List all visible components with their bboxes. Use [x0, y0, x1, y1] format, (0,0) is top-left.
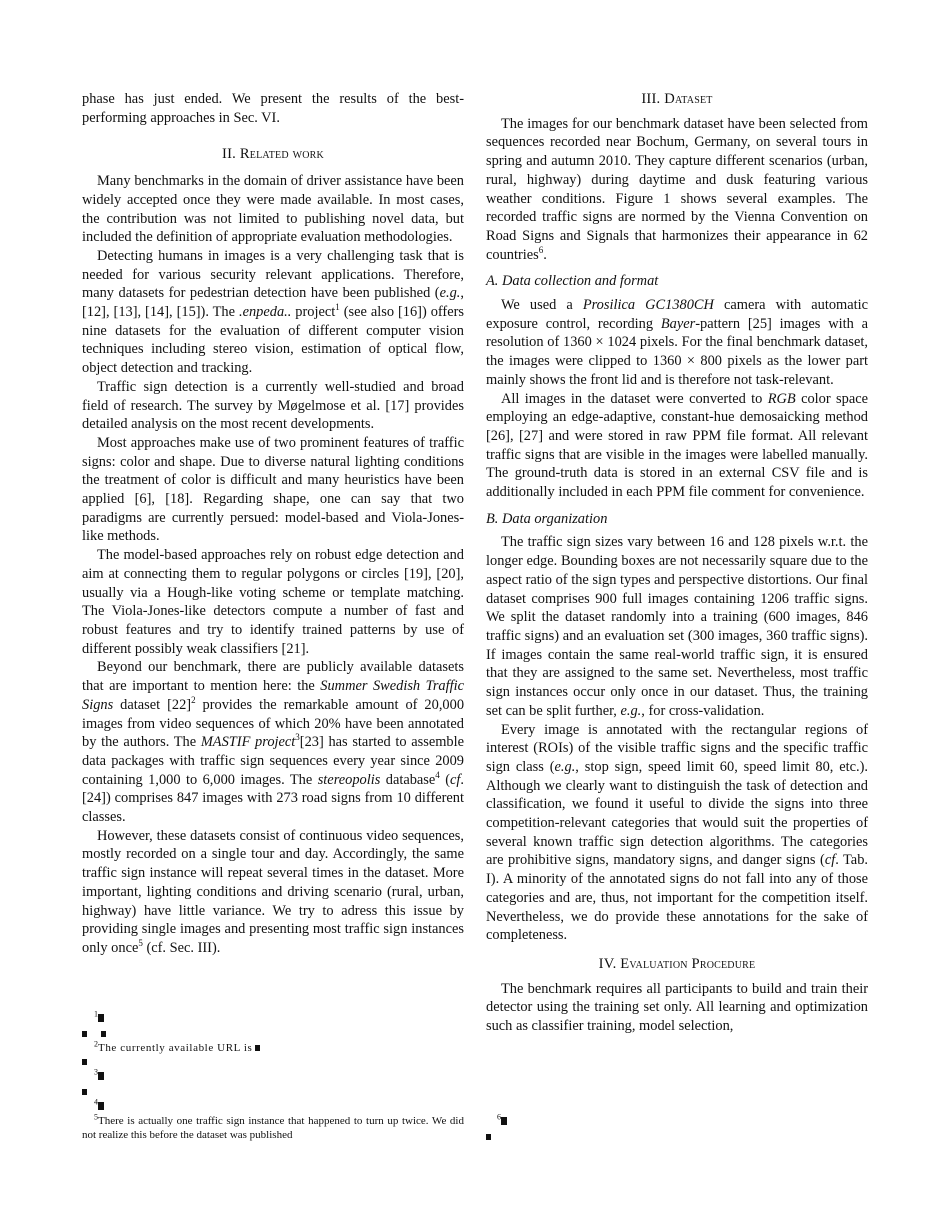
footnote-6: 6: [497, 1114, 507, 1128]
footnote-ref-6: 6: [538, 244, 544, 255]
intro-tail-paragraph: phase has just ended. We present the results of the best-performing approaches in Sec. VI.: [82, 91, 464, 126]
section-title: Evaluation Procedure: [620, 955, 756, 972]
section-heading-related-work: [82, 145, 464, 164]
paragraph-approaches: Most approaches make use of two prominent features of traffic signs: color and shape. Due to diverse natural lighting conditions the treatment of color is difficult and many heuristics have been applied [6], [18]. Regarding shape, one can say that two paradigms are currently persued: model-based and Viola-Jones-like methods.: [82, 434, 464, 545]
footnote-5: $^5$There is actually one traffic sign instance that happened to turn up twice. We did not realize this before the dataset was published: [82, 1112, 464, 1141]
footnote-2: $^2$The currently available URL is: [94, 1041, 260, 1055]
footnote-1: 1: [94, 1011, 104, 1025]
paragraph-benchmarks: Many benchmarks in the domain of driver assistance have been widely accepted once they were made available. In most cases, the contribution was not limited to publishing novel data, but included the definition of appropriate evaluation methodologies.: [82, 173, 464, 246]
paragraph-traffic-sign-detection: Traffic sign detection is a currently well-studied and broad field of research. The survey by Møgelmose et al. [17] provides detailed analysis on the most recent developments.: [82, 378, 464, 433]
redacted-url-mark: [501, 1117, 507, 1125]
section-heading-evaluation: [486, 955, 868, 974]
paragraph-annotation: Every image is annotated with the rectangular regions of interest (ROIs) of the visible traffic signs and the specific traffic sign class (e.g., stop sign, speed limit 60, speed limit 80, etc.). Although we clearly want to distinguish the task of detection and classification, we found it useful to divide the signs into three competition-relevant categories that would suit the properties of several known traffic sign detection algorithms. The categories are prohibitive signs, mandatory signs, and danger signs (cf. Tab. I). A minority of the annotated signs do not fall into any of those categories and are, thus, not important for the competition itself. Nevertheless, we do provide these annotations for the sake of completeness.: [486, 721, 868, 944]
redacted-url-mark: [98, 1072, 104, 1080]
footnote-6-cont: [486, 1130, 491, 1144]
footnote-ref-3: 3: [295, 732, 300, 743]
paragraph-sign-sizes: The traffic sign sizes vary between 16 and 128 pixels w.r.t. the longer edge. Bounding boxes are not necessarily square due to the aspect ratio of the sign types and perspective distortions. Our final dataset comprises 900 full images containing 1206 traffic signs. We split the dataset randomly into a training (600 images, 846 traffic signs) and an evaluation set (300 images, 360 traffic signs). If images contain the same real-world traffic sign, it is ensured that they are assigned to the same set. Nevertheless, most traffic sign instances occur only once in our dataset. Thus, the training set can be split further, e.g., for cross-validation.: [486, 534, 868, 719]
subsection-heading-data-collection: A. Data collection and format: [486, 273, 659, 290]
right-column: [486, 90, 868, 1036]
footnote-ref-4: 4: [435, 769, 440, 780]
section-title: Related work: [239, 146, 324, 163]
section-number: III.: [641, 91, 661, 107]
footnote-ref-2: 2: [191, 695, 196, 705]
paragraph-benchmark-requirements: The benchmark requires all participants to build and train their detector using the training set only. All learning and optimization such as classifier training, model selection,: [486, 980, 868, 1035]
footnote-3-cont: [82, 1085, 87, 1099]
footnote-2-cont: [82, 1055, 87, 1069]
footnote-4: 4: [94, 1099, 104, 1113]
paragraph-camera: We used a Prosilica GC1380CH camera with automatic exposure control, recording Bayer-pattern [25] images with a resolution of 1360 × 1024 pixels. For the final benchmark dataset, the images were clipped to 1360 × 800 pixels as the lower part mainly shows the front lid and is therefore not task-relevant.: [486, 297, 868, 388]
paragraph-limitations: However, these datasets consist of continuous video sequences, mostly recorded on a single tour and day. Accordingly, the same traffic sign instance will repeat several times in the dataset. More important, lighting conditions and driving scenario (rural, urban, highway) have little variance. We try to adress this issue by providing single images and presenting most traffic sign instances only once$^5$ (cf. Sec. III).: [82, 827, 464, 956]
footnote-ref-5: 5: [138, 938, 143, 949]
left-column: [82, 90, 464, 958]
section-number: II.: [222, 146, 236, 163]
redacted-url-mark: [255, 1045, 260, 1051]
section-heading-dataset: [486, 90, 868, 109]
redacted-url-mark: [98, 1102, 104, 1110]
paragraph-dataset-intro: The images for our benchmark dataset have been selected from sequences recorded near Bochum, Germany, on several tours in spring and autumn 2010. They capture different scenarios (urban, rural, highway) during daytime and dusk featuring various weather conditions. Figure 1 shows several examples. The recorded traffic signs are normed by the Vienna Convention on Road Signs and Signals that harmonizes their appearance in 62 countries$^6$.: [486, 115, 868, 263]
section-title: Dataset: [664, 91, 713, 107]
paragraph-pedestrian: Detecting humans in images is a very challenging task that is needed for various security relevant applications. Therefore, many datasets for pedestrian detection have been published (e.g., [12], [13], [14], [15]). The .enpeda.. project$^1$ (see also [16]) offers nine datasets for the evaluation of different computer vision techniques including stereo vision, estimation of optical flow, object detection and tracking.: [82, 247, 465, 377]
subsection-heading-data-organization: B. Data organization: [486, 510, 608, 527]
paragraph-conversion: All images in the dataset were converted to RGB color space employing an edge-adaptive, constant-hue demosaicking method [26], [27] and were stored in raw PPM file format. All relevant traffic signs that are visible in the images were labelled manually. The ground-truth data is stored in an external CSV file and is additionally included in each PPM file comment for convenience.: [486, 390, 868, 501]
footnote-ref-1: 1: [335, 302, 340, 313]
footnote-3: 3: [94, 1069, 104, 1083]
paragraph-other-datasets: Beyond our benchmark, there are publicly available datasets that are important to mention here: the Summer Swedish Traffic Signs dataset $[22]^2$ provides the remarkable amount of 20,000 images from video sequences of which 20% have been annotated by the authors. The MASTIF project$^3$[23] has started to assemble data packages with traffic sign sequences every year since 2009 containing 1,000 to 6,000 images. The stereopolis database$^4$ (cf. [24]) comprises 847 images with 273 road signs from 10 different classes.: [82, 659, 465, 826]
redacted-url-mark: [98, 1014, 104, 1022]
section-number: IV.: [598, 955, 617, 972]
paragraph-model-based: The model-based approaches rely on robust edge detection and aim at connecting them to regular polygons or circles [19], [20], usually via a Hough-like voting scheme or template matching. The Viola-Jones-like detectors compute a number of fast and robust features and try to identify trained patterns by use of different possibly weak classifiers [21].: [82, 547, 464, 657]
